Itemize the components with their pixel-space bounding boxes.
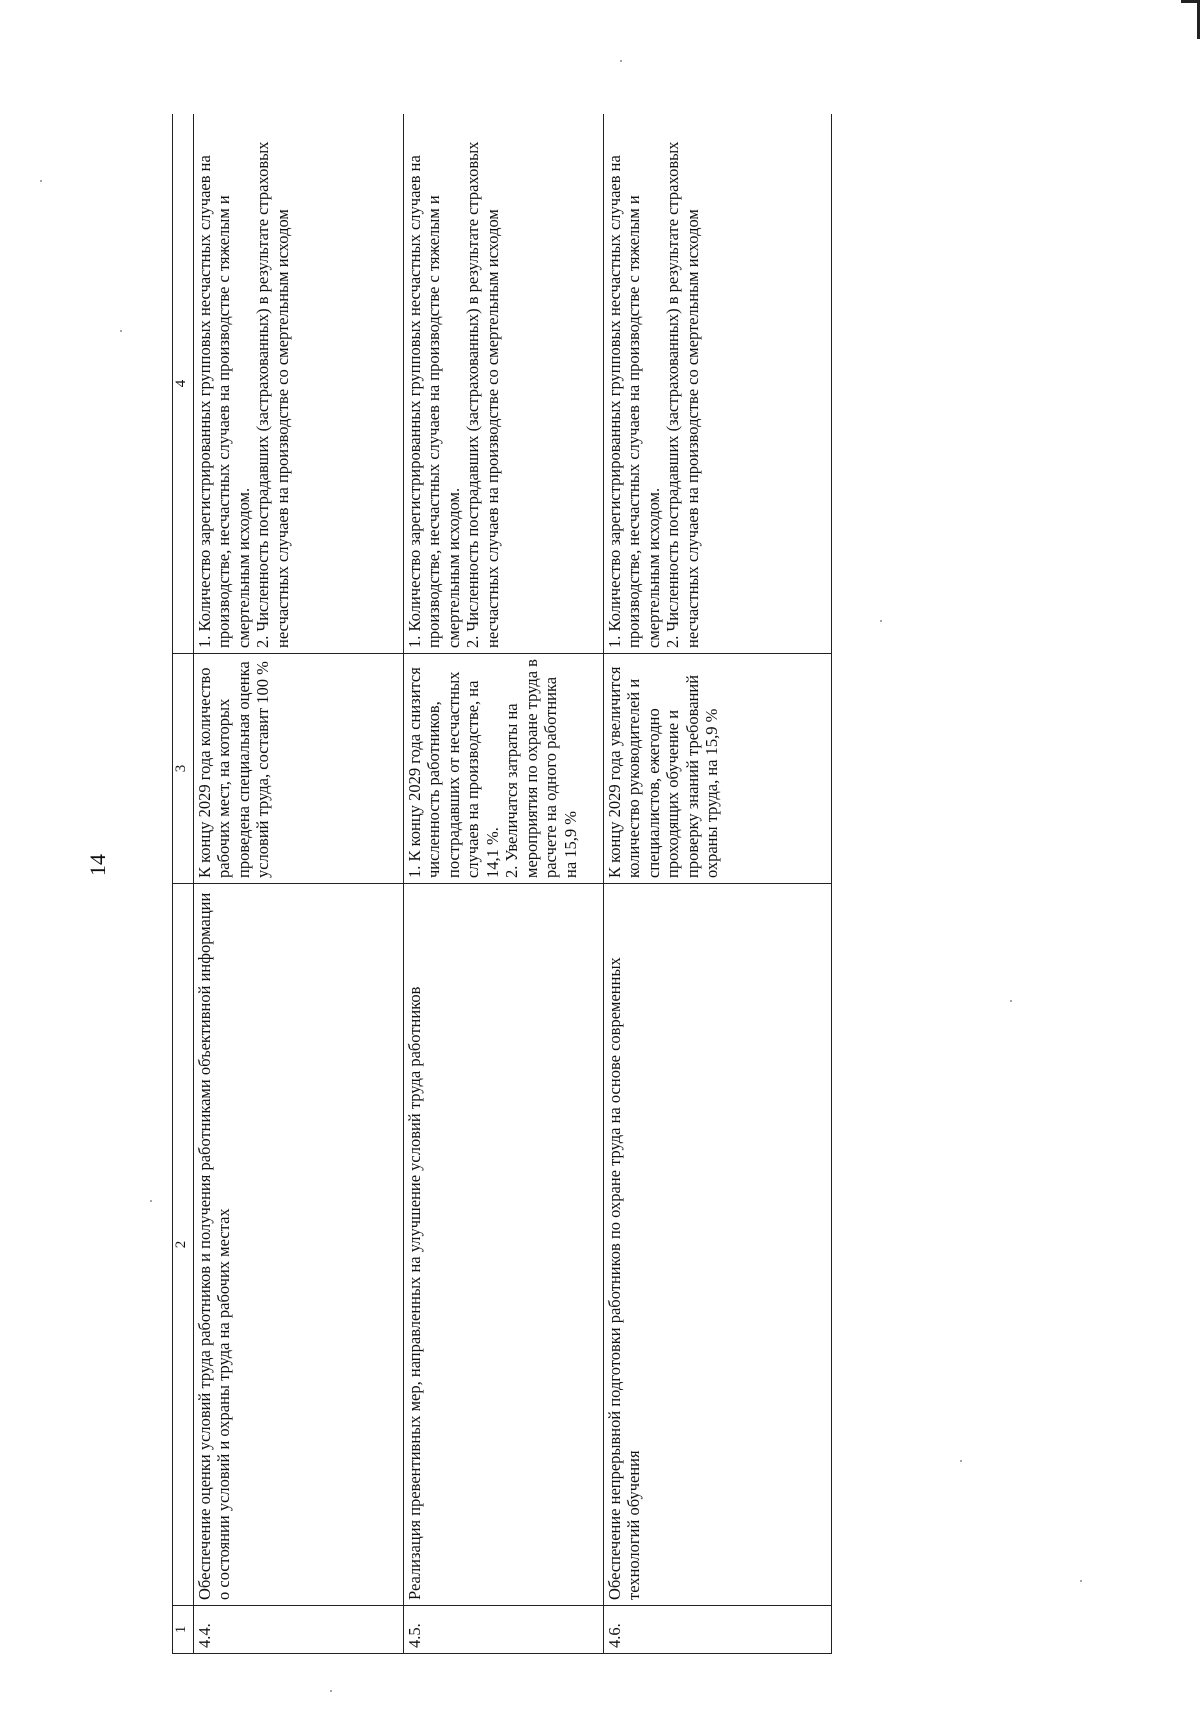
task-cell: Реализация превентивных мер, направленных на улучшение условий труда работников: [404, 884, 604, 1606]
indicator-text: 2. Численность пострадавших (застрахованных) в результате страховых несчастных случаев на производстве со смертельным исходом: [463, 141, 502, 648]
result-text: К концу 2029 года количество рабочих мест, на которых проведена специальная оценка условий труда, составит 100 %: [195, 661, 273, 878]
scan-corner-mark: [1181, 0, 1200, 39]
scan-speck: [1080, 1580, 1082, 1582]
table-row: [604, 114, 832, 1654]
row-number: 4.5.: [404, 1606, 604, 1654]
page-number: 14: [85, 854, 110, 876]
measures-table: [172, 114, 832, 1654]
result-cell: [194, 654, 404, 884]
result-text: 2. Увеличатся затраты на мероприятия по охране труда в расчете на одного работника на 15,9 %: [502, 659, 580, 878]
indicator-text: 2. Численность пострадавших (застрахованных) в результате страховых несчастных случаев на производстве со смертельным исходом: [663, 141, 702, 648]
result-cell: [604, 654, 832, 884]
table-frame: [172, 114, 832, 1654]
scan-speck: [620, 60, 622, 62]
task-cell: Обеспечение оценки условий труда работников и получения работниками объективной информации о состоянии условий и охраны труда на рабочих местах: [194, 884, 404, 1606]
result-cell: [404, 654, 604, 884]
scan-speck: [330, 1690, 332, 1692]
indicator-cell: [604, 114, 832, 654]
scan-speck: [40, 180, 42, 182]
scan-speck: [960, 1460, 962, 1462]
indicator-text: 1. Количество зарегистрированных групповых несчастных случаев на производстве, несчастных случаев на производстве с тяжелым и смертельным исходом.: [405, 155, 463, 648]
indicator-text: 2. Численность пострадавших (застрахованных) в результате страховых несчастных случаев на производстве со смертельным исходом: [253, 141, 292, 648]
indicator-cell: [194, 114, 404, 654]
column-number-row: [173, 114, 194, 1654]
table-row: [404, 114, 604, 1654]
table-row: [194, 114, 404, 1654]
scan-speck: [150, 1200, 152, 1202]
scan-speck: [1010, 1000, 1012, 1002]
result-text: 1. К концу 2029 года снизится численность работников, пострадавших от несчастных случаев на производстве, на 14,1 %.: [405, 667, 502, 878]
row-number: 4.4.: [194, 1606, 404, 1654]
scan-speck: [120, 330, 122, 332]
row-number: 4.6.: [604, 1606, 832, 1654]
column-header-3: 3: [173, 654, 194, 884]
indicator-text: 1. Количество зарегистрированных групповых несчастных случаев на производстве, несчастных случаев на производстве с тяжелым и смертельным исходом.: [605, 155, 663, 648]
indicator-text: 1. Количество зарегистрированных групповых несчастных случаев на производстве, несчастных случаев на производстве с тяжелым и смертельным исходом.: [195, 155, 253, 648]
column-header-4: 4: [173, 114, 194, 654]
indicator-cell: [404, 114, 604, 654]
column-header-1: 1: [173, 1606, 194, 1654]
task-cell: Обеспечение непрерывной подготовки работников по охране труда на основе современных технологий обучения: [604, 884, 832, 1606]
column-header-2: 2: [173, 884, 194, 1606]
scan-speck: [880, 620, 882, 622]
result-text: К концу 2029 года увеличится количество руководителей и специалистов, ежегодно проходящих обучение и проверку знаний требований охраны труда, на 15,9 %: [605, 666, 722, 878]
